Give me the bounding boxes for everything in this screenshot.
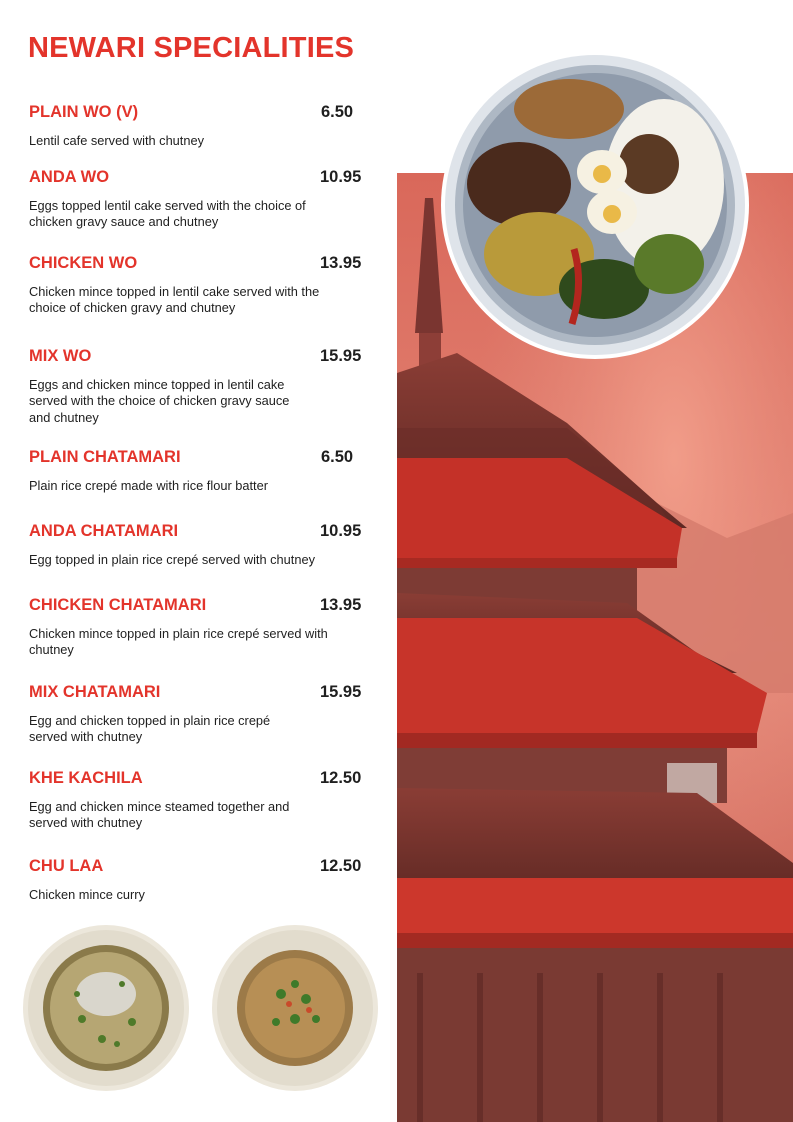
page-title: NEWARI SPECIALITIES — [28, 32, 355, 64]
item-description: Chicken mince curry — [29, 887, 145, 902]
wo-plate-image — [211, 924, 379, 1092]
item-name: KHE KACHILA — [29, 769, 143, 787]
item-description: Eggs topped lentil cake served with the choice of chicken gravy sauce and chutney — [29, 198, 306, 230]
item-name: MIX WO — [29, 347, 92, 365]
item-description: Egg and chicken mince steamed together and served with chutney — [29, 799, 290, 831]
item-name: CHU LAA — [29, 857, 104, 875]
item-description: Chicken mince topped in plain rice crepé served with chutney — [29, 626, 328, 658]
item-description: Plain rice crepé made with rice flour batter — [29, 478, 268, 493]
item-price: 10.95 — [320, 522, 362, 540]
item-description: Eggs and chicken mince topped in lentil cake served with the choice of chicken gravy sauce and chutney — [29, 377, 290, 425]
item-name: PLAIN WO (V) — [29, 103, 139, 121]
item-name: MIX CHATAMARI — [29, 683, 161, 701]
item-price: 15.95 — [320, 683, 362, 701]
item-name: PLAIN CHATAMARI — [29, 448, 181, 466]
item-price: 15.95 — [320, 347, 362, 365]
item-description: Egg and chicken topped in plain rice crepé served with chutney — [29, 713, 271, 745]
item-description: Chicken mince topped in lentil cake served with the choice of chicken gravy and chutney — [29, 284, 320, 316]
chatamari-plate-image — [22, 924, 190, 1092]
item-price: 6.50 — [321, 103, 354, 121]
item-price: 12.50 — [320, 857, 362, 875]
item-description: Lentil cafe served with chutney — [29, 133, 204, 148]
item-price: 12.50 — [320, 769, 362, 787]
item-price: 6.50 — [321, 448, 354, 466]
item-name: ANDA WO — [29, 168, 110, 186]
item-price: 13.95 — [320, 254, 362, 272]
item-description: Egg topped in plain rice crepé served with chutney — [29, 552, 315, 567]
item-price: 13.95 — [320, 596, 362, 614]
newari-thali-plate-image — [444, 54, 746, 356]
item-name: CHICKEN WO — [29, 254, 138, 272]
item-name: ANDA CHATAMARI — [29, 522, 179, 540]
item-price: 10.95 — [320, 168, 362, 186]
item-name: CHICKEN CHATAMARI — [29, 596, 207, 614]
